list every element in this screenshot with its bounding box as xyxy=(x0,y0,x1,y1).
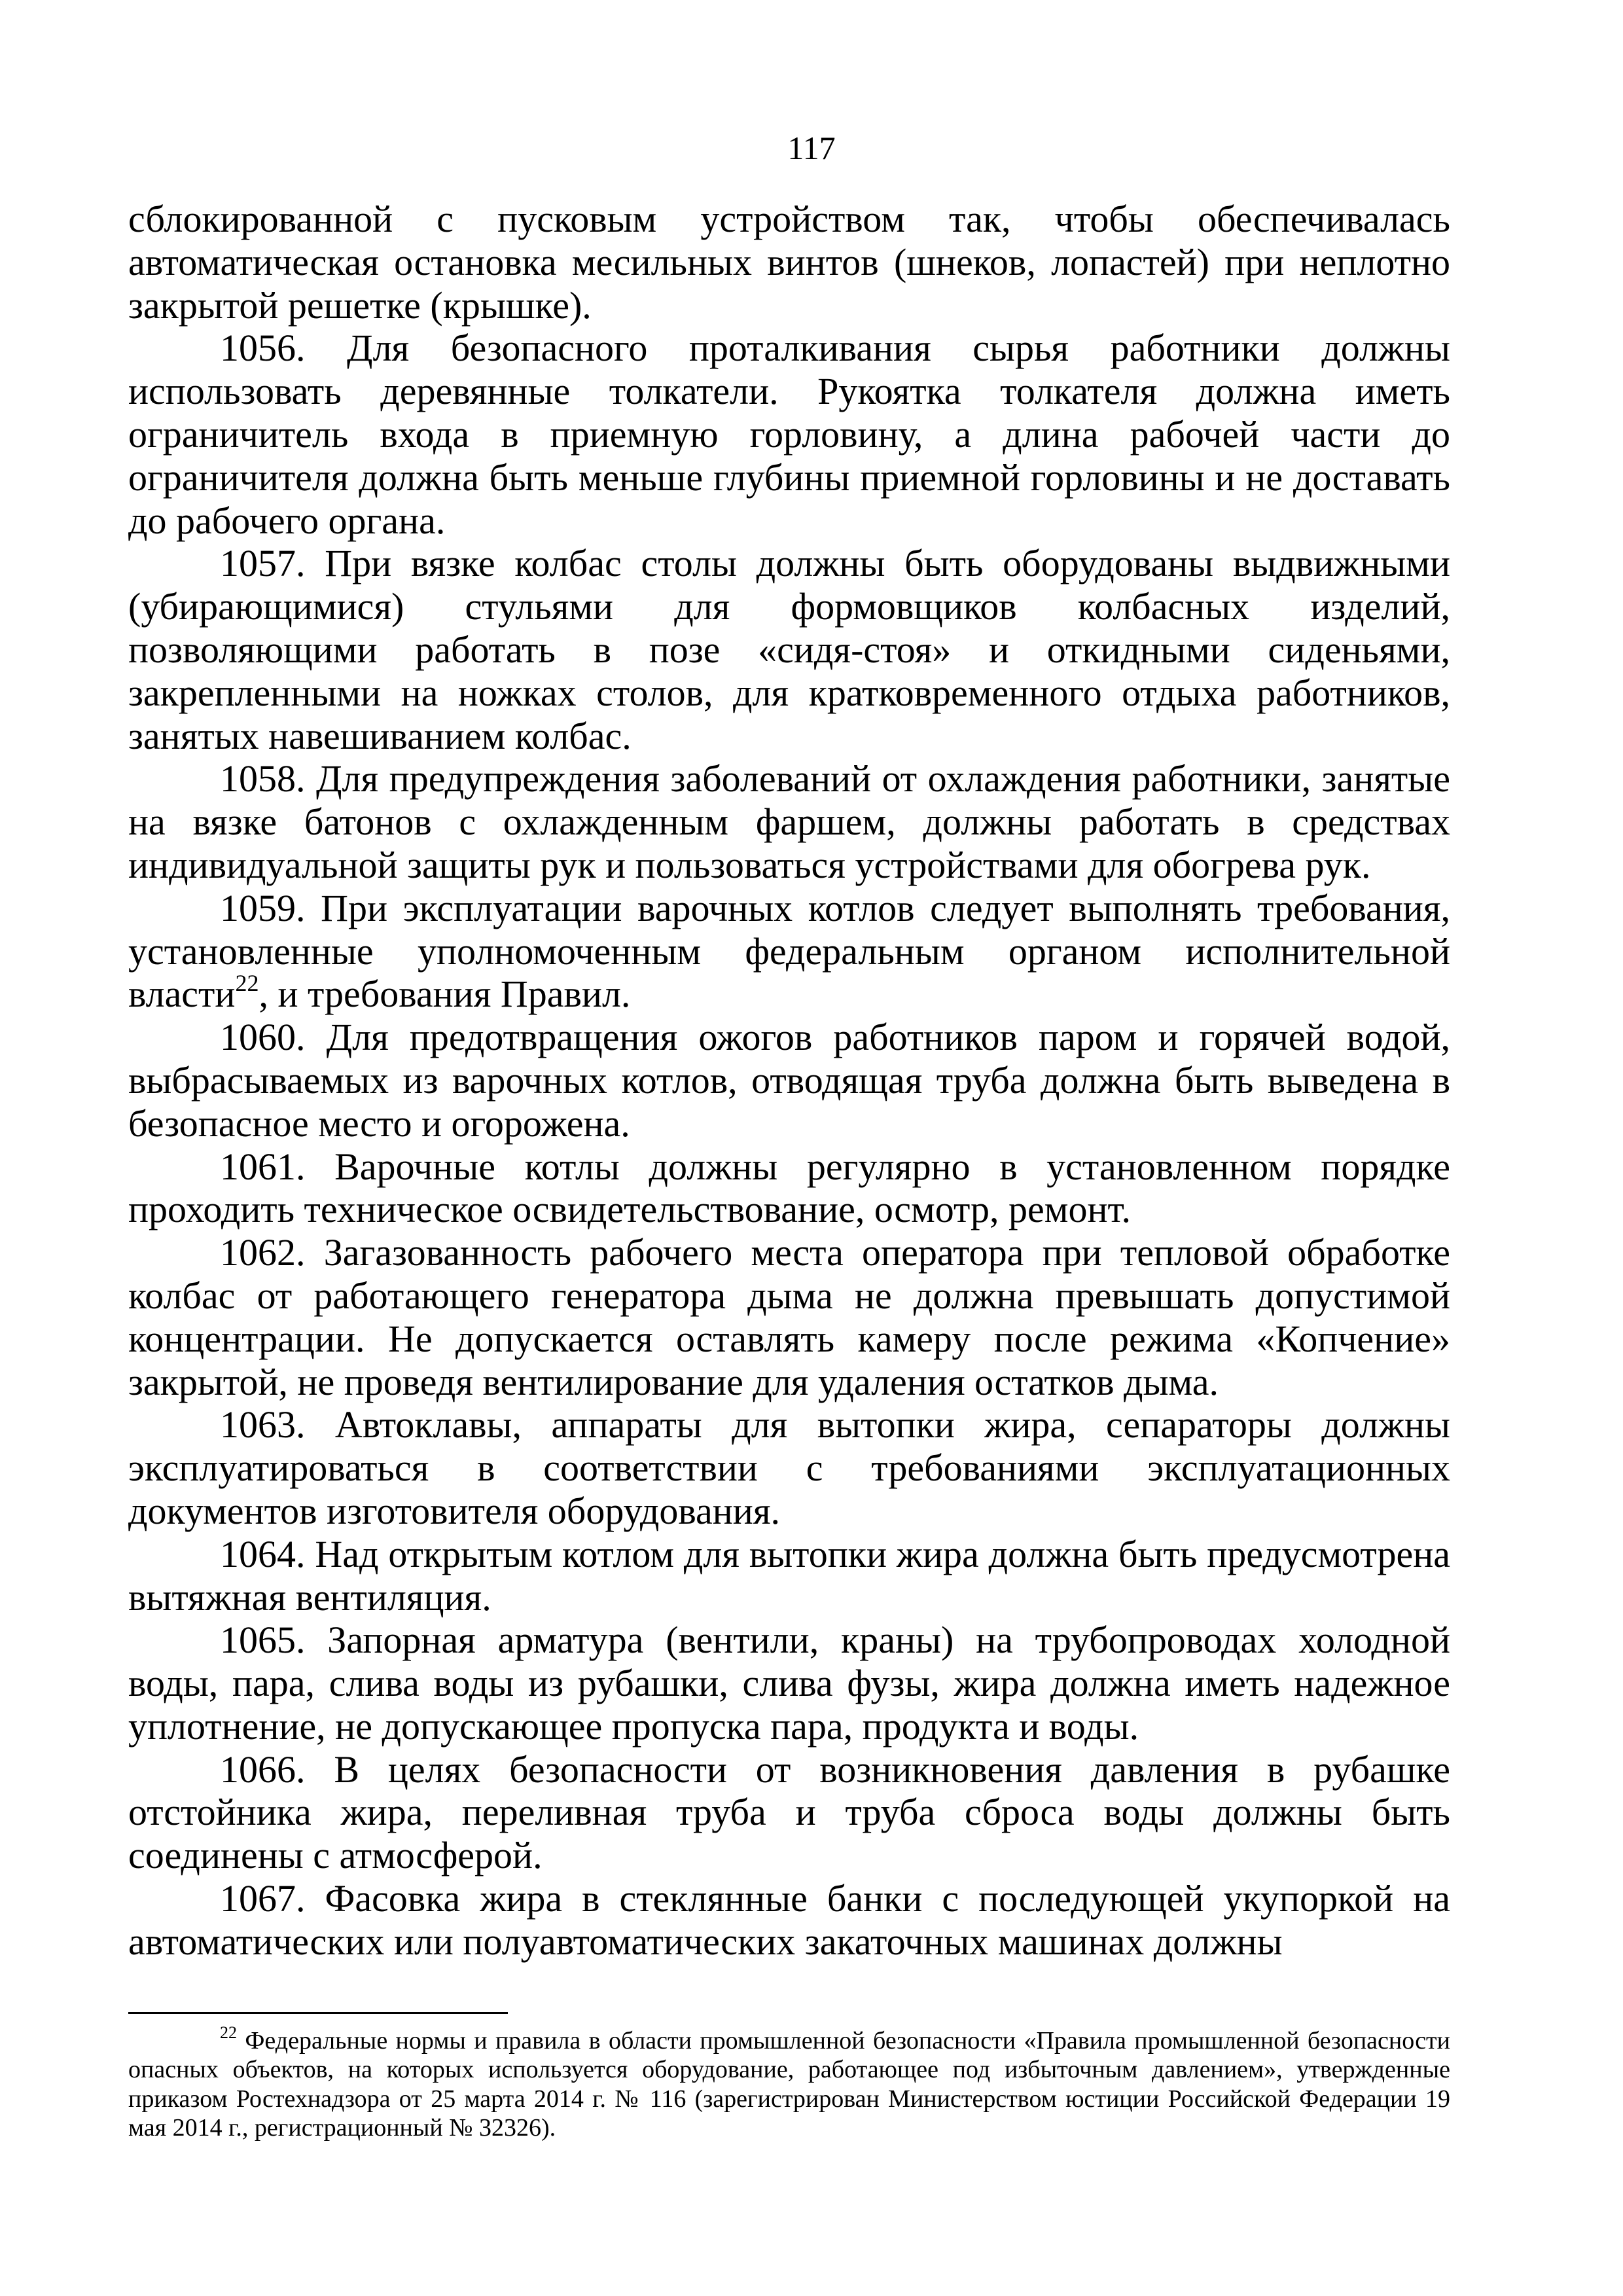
paragraph-1058: 1058. Для предупреждения заболеваний от охлаждения работники, занятые на вязке батонов с охлажденным фаршем, должны работать в средствах индивидуальной защиты рук и пользоваться устройствами для обогрева рук. xyxy=(128,757,1450,886)
footnote-22 xyxy=(128,2023,1451,2143)
footnote-reference-22: 22 xyxy=(235,970,259,997)
paragraph-continuation: сблокированной с пусковым устройством так, чтобы обеспечивалась автоматическая остановка месильных винтов (шнеков, лопастей) при неплотно закрытой решетке (крышке). xyxy=(128,198,1450,327)
footnote-mark: 22 xyxy=(220,2023,237,2042)
paragraph-1064: 1064. Над открытым котлом для вытопки жира должна быть предусмотрена вытяжная вентиляция. xyxy=(128,1532,1450,1619)
page-number: 117 xyxy=(787,130,836,166)
footnote-separator xyxy=(128,2012,508,2014)
paragraph-1063: 1063. Автоклавы, аппараты для вытопки жира, сепараторы должны эксплуатироваться в соответствии с требованиями эксплуатационных документов изготовителя оборудования. xyxy=(128,1403,1450,1532)
paragraph-1065: 1065. Запорная арматура (вентили, краны) на трубопроводах холодной воды, пара, слива воды из рубашки, слива фузы, жира должна иметь надежное уплотнение, не допускающее пропуска пара, продукта и воды. xyxy=(128,1619,1450,1748)
footnote-text: Федеральные нормы и правила в области промышленной безопасности «Правила промышленной безопасности опасных объектов, на которых используется оборудование, работающее под избыточным давлением», утвержденные приказом Ростехнадзора от 25 марта 2014 г. № 116 (зарегистрирован Министерством юстиции Российской Федерации 19 мая 2014 г., регистрационный № 32326). xyxy=(128,2027,1451,2142)
paragraph-1066: 1066. В целях безопасности от возникновения давления в рубашке отстойника жира, переливная труба и труба сброса воды должны быть соединены с атмосферой. xyxy=(128,1748,1450,1877)
document-body xyxy=(128,198,1450,1964)
paragraph-1067: 1067. Фасовка жира в стеклянные банки с последующей укупоркой на автоматических или полуавтоматических закаточных машинах должны xyxy=(128,1877,1450,1963)
paragraph-1056: 1056. Для безопасного проталкивания сырья работники должны использовать деревянные толкатели. Рукоятка толкателя должна иметь ограничитель входа в приемную горловину, а длина рабочей части до ограничителя должна быть меньше глубины приемной горловины и не доставать до рабочего органа. xyxy=(128,327,1450,542)
paragraph-1059-text-a: 1059. При эксплуатации варочных котлов следует выполнять требования, установленные уполномоченным федеральным органом исполнительной власти xyxy=(128,886,1450,1016)
paragraph-1060: 1060. Для предотвращения ожогов работников паром и горячей водой, выбрасываемых из варочных котлов, отводящая труба должна быть выведена в безопасное место и огорожена. xyxy=(128,1016,1450,1145)
paragraph-1061: 1061. Варочные котлы должны регулярно в установленном порядке проходить техническое освидетельствование, осмотр, ремонт. xyxy=(128,1145,1450,1231)
paragraph-1059-text-b: , и требования Правил. xyxy=(259,973,631,1016)
paragraph-1057: 1057. При вязке колбас столы должны быть оборудованы выдвижными (убирающимися) стульями для формовщиков колбасных изделий, позволяющими работать в позе «сидя-стоя» и откидными сиденьями, закрепленными на ножках столов, для кратковременного отдыха работников, занятых навешиванием колбас. xyxy=(128,542,1450,757)
paragraph-1059 xyxy=(128,887,1450,1016)
paragraph-1062: 1062. Загазованность рабочего места оператора при тепловой обработке колбас от работающего генератора дыма не должна превышать допустимой концентрации. Не допускается оставлять камеру после режима «Копчение» закрытой, не проведя вентилирование для удаления остатков дыма. xyxy=(128,1231,1450,1403)
